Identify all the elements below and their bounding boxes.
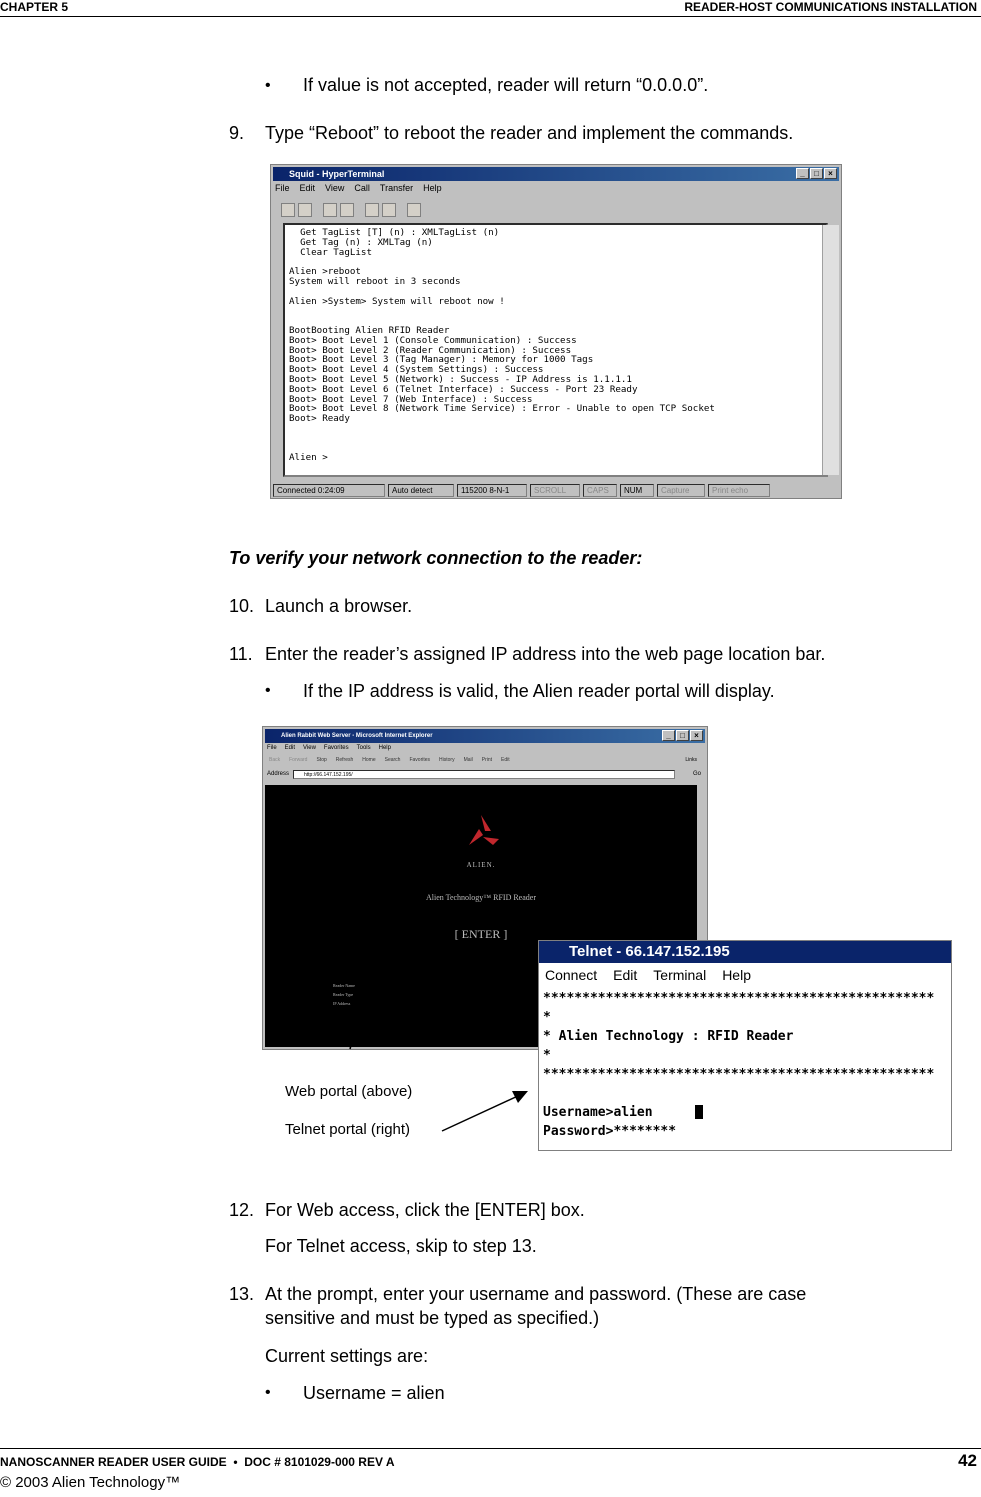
telnet-titlebar: Telnet - 66.147.152.195 bbox=[539, 941, 951, 963]
menu-connect[interactable]: Connect bbox=[545, 967, 598, 983]
bullet-marker: • bbox=[265, 77, 271, 94]
menu-favorites[interactable]: Favorites bbox=[323, 745, 349, 751]
telnet-menubar bbox=[545, 967, 751, 983]
status-capture: Capture bbox=[657, 484, 705, 497]
ip-address-label: IP Address bbox=[333, 1001, 351, 1006]
menu-call[interactable]: Call bbox=[354, 183, 370, 193]
status-caps: CAPS bbox=[583, 484, 617, 497]
hyperterminal-menubar bbox=[275, 183, 442, 193]
favorites-button[interactable]: Favorites bbox=[409, 757, 431, 763]
hyperterminal-window bbox=[270, 164, 842, 499]
alien-logo-text: ALIEN. bbox=[466, 861, 496, 869]
step-12-text: For Web access, click the [ENTER] box. bbox=[265, 1200, 585, 1220]
address-input[interactable]: http://66.147.152.195/ bbox=[293, 770, 675, 779]
stop-button[interactable]: Stop bbox=[316, 757, 327, 763]
callout-arrows bbox=[340, 955, 540, 1145]
menu-view[interactable]: View bbox=[325, 183, 345, 193]
status-print-echo: Print echo bbox=[708, 484, 770, 497]
search-button[interactable]: Search bbox=[384, 757, 401, 763]
status-scroll: SCROLL bbox=[530, 484, 580, 497]
menu-tools[interactable]: Tools bbox=[356, 745, 371, 751]
menu-help[interactable]: Help bbox=[378, 745, 391, 751]
close-icon[interactable]: × bbox=[824, 168, 837, 179]
minimize-icon[interactable]: _ bbox=[796, 168, 809, 179]
back-button[interactable]: Back bbox=[269, 757, 281, 763]
step-13-line-1: At the prompt, enter your username and password. (These are case bbox=[265, 1284, 807, 1304]
web-portal-caption: Web portal (above) bbox=[285, 1083, 413, 1100]
receive-icon[interactable] bbox=[382, 203, 396, 217]
hyperterminal-toolbar bbox=[281, 203, 421, 217]
disconnect-icon[interactable] bbox=[340, 203, 354, 217]
cursor bbox=[695, 1105, 703, 1119]
step-10-number: 10. bbox=[229, 596, 255, 616]
new-icon[interactable] bbox=[281, 203, 295, 217]
step-12-number: 12. bbox=[229, 1200, 255, 1220]
current-settings-label: Current settings are: bbox=[265, 1346, 429, 1366]
status-connected: Connected 0:24:09 bbox=[273, 484, 385, 497]
menu-edit[interactable]: Edit bbox=[613, 967, 638, 983]
edit-button[interactable]: Edit bbox=[501, 757, 510, 763]
telnet-window bbox=[538, 940, 952, 1151]
menu-edit[interactable]: Edit bbox=[299, 183, 316, 193]
open-icon[interactable] bbox=[298, 203, 312, 217]
terminal-scrollbar[interactable] bbox=[822, 225, 839, 475]
mail-button[interactable]: Mail bbox=[463, 757, 473, 763]
enter-button[interactable]: [ ENTER ] bbox=[454, 927, 508, 941]
step-9-text: Type “Reboot” to reboot the reader and implement the commands. bbox=[265, 123, 794, 143]
footer-doc-title: NANOSCANNER READER USER GUIDE • DOC # 8101029-000 REV A bbox=[0, 1455, 395, 1469]
alien-logo-icon bbox=[461, 815, 501, 847]
menu-terminal[interactable]: Terminal bbox=[653, 967, 707, 983]
section-title: READER-HOST COMMUNICATIONS INSTALLATION bbox=[684, 0, 977, 14]
footer-rule bbox=[0, 1448, 981, 1449]
footer-copyright: © 2003 Alien Technology™ bbox=[0, 1474, 181, 1491]
telnet-portal-caption: Telnet portal (right) bbox=[285, 1121, 411, 1138]
hyperterminal-titlebar bbox=[273, 167, 839, 181]
history-button[interactable]: History bbox=[439, 757, 455, 763]
go-button[interactable]: Go bbox=[692, 771, 701, 777]
page-number: 42 bbox=[958, 1451, 977, 1470]
username-setting: Username = alien bbox=[303, 1383, 445, 1403]
properties-icon[interactable] bbox=[407, 203, 421, 217]
menu-view[interactable]: View bbox=[303, 745, 316, 751]
status-num: NUM bbox=[620, 484, 654, 497]
home-button[interactable]: Home bbox=[362, 757, 376, 763]
header-rule bbox=[0, 16, 981, 17]
bullet-portal-display: If the IP address is valid, the Alien reader portal will display. bbox=[303, 681, 775, 701]
close-icon[interactable]: × bbox=[690, 730, 703, 741]
hyperterminal-statusbar bbox=[273, 484, 770, 497]
browser-title: Alien Rabbit Web Server - Microsoft Internet Explorer bbox=[281, 733, 433, 739]
step-13-line-2: sensitive and must be typed as specified.) bbox=[265, 1308, 600, 1328]
print-button[interactable]: Print bbox=[481, 757, 493, 763]
address-label: Address bbox=[267, 771, 290, 777]
reader-name-label: Reader Name bbox=[333, 983, 355, 988]
browser-menubar bbox=[267, 745, 391, 751]
menu-edit[interactable]: Edit bbox=[284, 745, 296, 751]
menu-help[interactable]: Help bbox=[722, 967, 751, 983]
product-title: Alien Technology™ RFID Reader bbox=[426, 893, 536, 902]
window-title: Squid - HyperTerminal bbox=[289, 169, 385, 179]
reader-type-label: Reader Type bbox=[333, 992, 354, 997]
browser-toolbar bbox=[269, 757, 510, 763]
step-10-text: Launch a browser. bbox=[265, 596, 413, 616]
bullet-marker: • bbox=[265, 682, 271, 699]
connect-icon[interactable] bbox=[323, 203, 337, 217]
terminal-output: Get TagList [T] (n) : XMLTagList (n) Get Tag (n) : XMLTag (n) Clear TagList Alien >reboot System will reboot in 3 seconds Alien >System> System will reboot now ! BootBooting Alien RFID Reader Boot> Boot Level 1 (Console Communication) : Success Boot> Boot Level 2 (Reader Communication) : Success Boot> Boot Level 3 (Tag Manager) : Memory for 1000 Tags Boot> Boot Level 4 (System Settings) : Success Boot> Boot Level 5 (Network) : Success - IP Address is 1.1.1.1 Boot> Boot Level 6 (Telnet Interface) : Success - Port 23 Ready Boot> Boot Level 7 (Web Interface) : Success Boot> Boot Level 8 (Network Time Service) : Error - Unable to open TCP Socket Boot> Ready Alien > bbox=[283, 223, 828, 477]
links-label[interactable]: Links bbox=[685, 757, 697, 763]
forward-button[interactable]: Forward bbox=[289, 757, 308, 763]
minimize-icon[interactable]: _ bbox=[662, 730, 675, 741]
status-detect: Auto detect bbox=[388, 484, 454, 497]
step-9-number: 9. bbox=[229, 123, 245, 143]
menu-file[interactable]: File bbox=[275, 183, 290, 193]
maximize-icon[interactable]: □ bbox=[810, 168, 823, 179]
status-baud: 115200 8-N-1 bbox=[457, 484, 527, 497]
chapter-label: CHAPTER 5 bbox=[0, 0, 69, 14]
menu-transfer[interactable]: Transfer bbox=[379, 183, 414, 193]
step-12-subtext: For Telnet access, skip to step 13. bbox=[265, 1236, 537, 1256]
bullet-invalid-value: If value is not accepted, reader will return “0.0.0.0”. bbox=[303, 75, 709, 95]
menu-help[interactable]: Help bbox=[423, 183, 442, 193]
verify-heading: To verify your network connection to the reader: bbox=[229, 548, 643, 568]
browser-titlebar bbox=[265, 729, 705, 743]
maximize-icon[interactable]: □ bbox=[676, 730, 689, 741]
step-11-number: 11. bbox=[229, 644, 253, 664]
step-13-number: 13. bbox=[229, 1284, 255, 1304]
menu-file[interactable]: File bbox=[267, 745, 277, 751]
send-icon[interactable] bbox=[365, 203, 379, 217]
telnet-output: ************************************************** * * Alien Technology : RFID Reader * ************************************************** Username>alien Password>******** bbox=[543, 991, 935, 1139]
step-11-text: Enter the reader’s assigned IP address into the web page location bar. bbox=[265, 644, 826, 664]
bullet-marker: • bbox=[265, 1384, 271, 1401]
refresh-button[interactable]: Refresh bbox=[335, 757, 354, 763]
